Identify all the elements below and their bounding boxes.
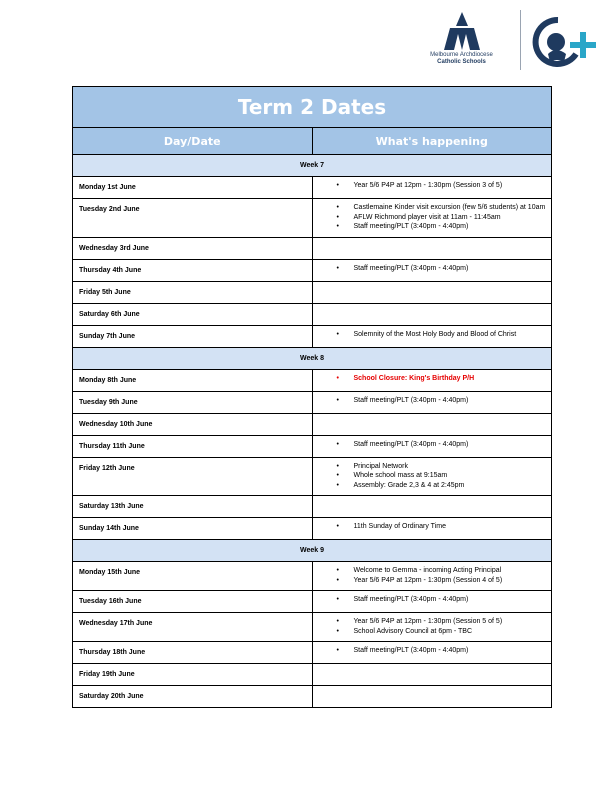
table-row xyxy=(73,435,552,457)
event-item: • 11th Sunday of Ordinary Time xyxy=(313,522,552,532)
event-item: • Welcome to Gemma - incoming Acting Principal xyxy=(313,566,552,576)
table-row xyxy=(73,642,552,664)
week-label: Week 7 xyxy=(73,155,552,177)
day-date-cell: Thursday 4th June xyxy=(73,259,313,281)
events-cell xyxy=(312,369,552,391)
week-row xyxy=(73,347,552,369)
table-row xyxy=(73,664,552,686)
day-date-cell: Wednesday 17th June xyxy=(73,613,313,642)
event-list xyxy=(313,330,552,340)
event-item: • AFLW Richmond player visit at 11am - 11:45am xyxy=(313,213,552,223)
day-date-cell: Tuesday 16th June xyxy=(73,591,313,613)
event-item: • Staff meeting/PLT (3:40pm - 4:40pm) xyxy=(313,396,552,406)
day-date-cell: Saturday 6th June xyxy=(73,303,313,325)
events-cell xyxy=(312,237,552,259)
event-list xyxy=(313,396,552,406)
header-logos xyxy=(404,6,604,72)
org-name-line1: Melbourne Archdiocese xyxy=(430,52,493,58)
day-date-cell: Monday 8th June xyxy=(73,369,313,391)
events-cell xyxy=(312,686,552,708)
table-title: Term 2 Dates xyxy=(73,87,552,128)
event-item: • Staff meeting/PLT (3:40pm - 4:40pm) xyxy=(313,646,552,656)
table-row xyxy=(73,591,552,613)
events-cell xyxy=(312,391,552,413)
archdiocese-logo xyxy=(414,10,509,72)
week-label: Week 8 xyxy=(73,347,552,369)
event-item: • Year 5/6 P4P at 12pm - 1:30pm (Session 4 of 5) xyxy=(313,576,552,586)
table-row xyxy=(73,413,552,435)
table-row xyxy=(73,237,552,259)
day-date-cell: Saturday 13th June xyxy=(73,496,313,518)
table-row xyxy=(73,281,552,303)
events-cell xyxy=(312,303,552,325)
events-cell xyxy=(312,259,552,281)
day-date-cell: Sunday 14th June xyxy=(73,518,313,540)
term-dates-table xyxy=(72,86,552,708)
event-item: • School Advisory Council at 6pm - TBC xyxy=(313,627,552,637)
event-item: • Staff meeting/PLT (3:40pm - 4:40pm) xyxy=(313,264,552,274)
event-alert: • School Closure: King's Birthday P/H xyxy=(313,374,552,384)
event-item: • Staff meeting/PLT (3:40pm - 4:40pm) xyxy=(313,595,552,605)
events-cell xyxy=(312,562,552,591)
logo-divider xyxy=(520,10,521,70)
day-date-cell: Monday 1st June xyxy=(73,177,313,199)
events-cell xyxy=(312,496,552,518)
event-item: • Year 5/6 P4P at 12pm - 1:30pm (Session 3 of 5) xyxy=(313,181,552,191)
school-emblem-icon xyxy=(528,14,598,70)
day-date-cell: Friday 12th June xyxy=(73,457,313,496)
table-row xyxy=(73,325,552,347)
event-list xyxy=(313,203,552,232)
day-date-cell: Tuesday 2nd June xyxy=(73,199,313,238)
column-header-what: What's happening xyxy=(312,128,552,155)
org-name-line2: Catholic Schools xyxy=(437,59,486,65)
table-row xyxy=(73,457,552,496)
events-cell xyxy=(312,199,552,238)
title-row xyxy=(73,87,552,128)
events-cell xyxy=(312,325,552,347)
archdiocese-emblem-icon xyxy=(442,10,482,52)
events-cell xyxy=(312,664,552,686)
event-item: • Castlemaine Kinder visit excursion (few 5/6 students) at 10am xyxy=(313,203,552,213)
day-date-cell: Wednesday 3rd June xyxy=(73,237,313,259)
event-list xyxy=(313,646,552,656)
event-item: • Staff meeting/PLT (3:40pm - 4:40pm) xyxy=(313,440,552,450)
event-list xyxy=(313,374,552,384)
event-list xyxy=(313,264,552,274)
event-item: • Solemnity of the Most Holy Body and Blood of Christ xyxy=(313,330,552,340)
day-date-cell: Friday 5th June xyxy=(73,281,313,303)
day-date-cell: Sunday 7th June xyxy=(73,325,313,347)
table-row xyxy=(73,518,552,540)
table-row xyxy=(73,369,552,391)
table-row xyxy=(73,391,552,413)
events-cell xyxy=(312,457,552,496)
event-item: • Principal Network xyxy=(313,462,552,472)
column-header-row xyxy=(73,128,552,155)
event-list xyxy=(313,522,552,532)
table-row xyxy=(73,562,552,591)
event-item: • Whole school mass at 9:15am xyxy=(313,471,552,481)
table-row xyxy=(73,613,552,642)
table-row xyxy=(73,303,552,325)
event-list xyxy=(313,462,552,491)
event-list xyxy=(313,617,552,636)
day-date-cell: Saturday 20th June xyxy=(73,686,313,708)
column-header-day: Day/Date xyxy=(73,128,313,155)
events-cell xyxy=(312,413,552,435)
school-logo xyxy=(528,14,598,70)
day-date-cell: Friday 19th June xyxy=(73,664,313,686)
day-date-cell: Thursday 11th June xyxy=(73,435,313,457)
event-list xyxy=(313,566,552,585)
table-row xyxy=(73,199,552,238)
table-row xyxy=(73,496,552,518)
day-date-cell: Thursday 18th June xyxy=(73,642,313,664)
events-cell xyxy=(312,518,552,540)
table-row xyxy=(73,177,552,199)
event-list xyxy=(313,595,552,605)
event-list xyxy=(313,181,552,191)
day-date-cell: Wednesday 10th June xyxy=(73,413,313,435)
day-date-cell: Tuesday 9th June xyxy=(73,391,313,413)
events-cell xyxy=(312,281,552,303)
day-date-cell: Monday 15th June xyxy=(73,562,313,591)
events-cell xyxy=(312,435,552,457)
events-cell xyxy=(312,642,552,664)
event-item: • Assembly: Grade 2,3 & 4 at 2:45pm xyxy=(313,481,552,491)
events-cell xyxy=(312,177,552,199)
table-row xyxy=(73,686,552,708)
event-item: • Year 5/6 P4P at 12pm - 1:30pm (Session 5 of 5) xyxy=(313,617,552,627)
week-label: Week 9 xyxy=(73,540,552,562)
week-row xyxy=(73,540,552,562)
event-list xyxy=(313,440,552,450)
week-row xyxy=(73,155,552,177)
events-cell xyxy=(312,613,552,642)
events-cell xyxy=(312,591,552,613)
table-row xyxy=(73,259,552,281)
event-item: • Staff meeting/PLT (3:40pm - 4:40pm) xyxy=(313,222,552,232)
